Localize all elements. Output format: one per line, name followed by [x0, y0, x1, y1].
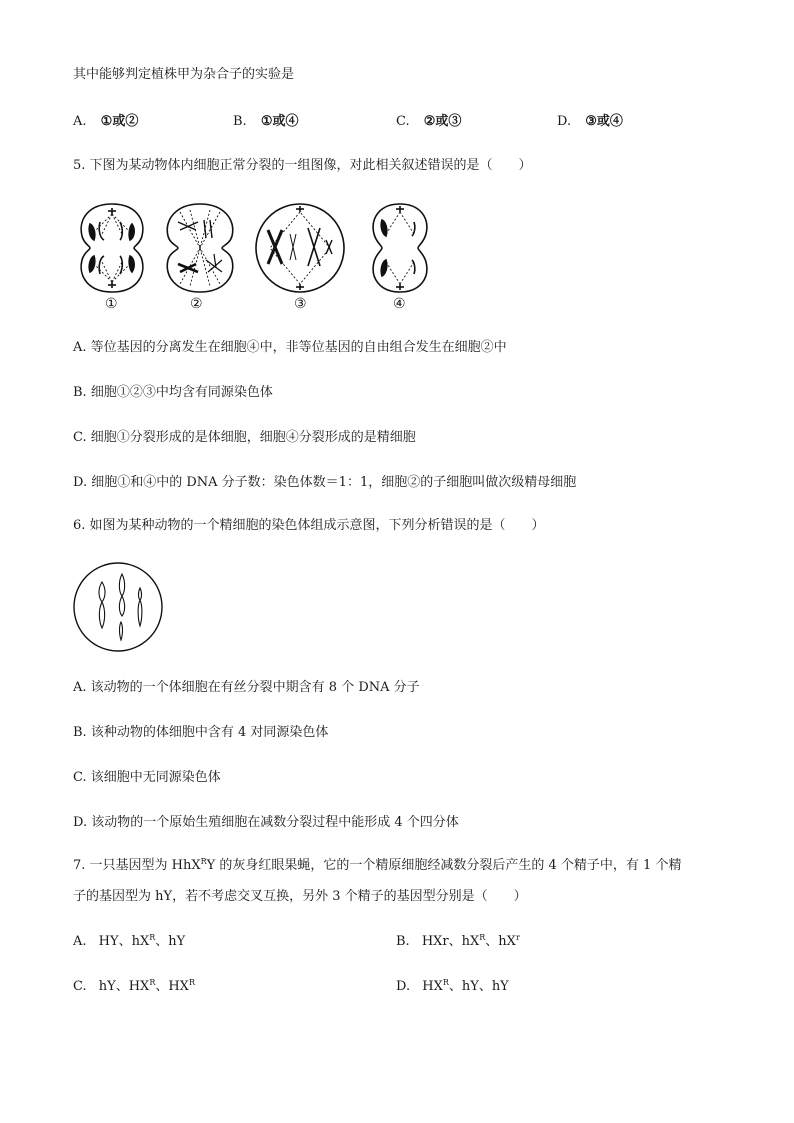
cell-3-diagram	[256, 204, 344, 292]
q7-c-part-2: 、HX	[155, 979, 189, 994]
q7-option-a-text	[99, 934, 186, 949]
q7-option-a	[73, 932, 185, 952]
q7-option-c	[73, 977, 195, 997]
q6-option-d: D. 该动物的一个原始生殖细胞在减数分裂过程中能形成 4 个四分体	[73, 815, 459, 830]
q7-d-sup-1: R	[442, 978, 449, 987]
q7-a-part-2: 、hY	[155, 934, 186, 949]
q4-option-a-text: ①或②	[100, 114, 139, 129]
q5-option-b: B. 细胞①②③中均含有同源染色体	[73, 385, 273, 400]
q4-option-b	[233, 112, 298, 132]
q6-stem: 6. 如图为某种动物的一个精细胞的染色体组成示意图，下列分析错误的是（ ）	[73, 518, 545, 533]
q4-option-a-letter: A.	[73, 114, 87, 129]
cell-2-diagram	[167, 204, 233, 292]
q4-tail-text: 其中能够判定植株甲为杂合子的实验是	[73, 67, 295, 82]
q7-c-part-1: hY、HX	[98, 979, 150, 994]
q4-option-a	[73, 112, 138, 132]
q5-figure	[70, 198, 450, 298]
q7-b-part-2: 、hX	[485, 934, 516, 949]
q7-option-d-letter: D.	[396, 979, 411, 994]
q7-option-b-letter: B.	[396, 934, 410, 949]
q5-option-c: C. 细胞①分裂形成的是体细胞，细胞④分裂形成的是精细胞	[73, 430, 416, 445]
q7-option-a-letter: A.	[73, 934, 87, 949]
q4-option-d	[557, 112, 623, 132]
q7-stem-line-1	[73, 856, 681, 876]
cell-1-diagram	[81, 204, 143, 292]
q7-option-c-text	[99, 979, 195, 994]
q7-option-b	[396, 932, 520, 952]
q5-figure-label-1: ①	[105, 296, 118, 312]
sperm-cell-diagram	[72, 560, 164, 654]
q7-option-c-letter: C.	[73, 979, 87, 994]
q5-figure-label-3: ③	[294, 296, 307, 312]
q7-stem-line-2: 子的基因型为 hY，若不考虑交叉互换，另外 3 个精子的基因型分别是（ ）	[73, 889, 527, 904]
q7-b-sup-1: R	[479, 933, 486, 942]
q7-a-sup-1: R	[149, 933, 156, 942]
q7-option-b-text	[422, 934, 520, 949]
q7-c-sup-2: R	[188, 978, 195, 987]
q4-option-c	[396, 112, 461, 132]
q7-stem-superscript: R	[200, 857, 207, 866]
q6-option-a: A. 该动物的一个体细胞在有丝分裂中期含有 8 个 DNA 分子	[73, 680, 420, 695]
q4-option-c-text: ②或③	[423, 114, 462, 129]
q4-option-d-letter: D.	[557, 114, 572, 129]
q7-a-part-1: HY、hX	[98, 934, 150, 949]
q5-option-d: D. 细胞①和④中的 DNA 分子数：染色体数＝1：1，细胞②的子细胞叫做次级精母细胞	[73, 475, 577, 490]
q5-stem: 5. 下图为某动物体内细胞正常分裂的一组图像，对此相关叙述错误的是（ ）	[73, 158, 532, 173]
cell-4-diagram	[373, 204, 427, 292]
q7-option-d-text	[422, 979, 509, 994]
q7-c-sup-1: R	[149, 978, 156, 987]
q4-option-b-text: ①或④	[260, 114, 299, 129]
q7-d-part-2: 、hY、hY	[448, 979, 509, 994]
q5-figure-label-4: ④	[393, 296, 406, 312]
q7-stem-suffix: Y 的灰身红眼果蝇，它的一个精原细胞经减数分裂后产生的 4 个精子中，有 1 个精	[206, 858, 682, 873]
q4-option-c-letter: C.	[396, 114, 410, 129]
q7-option-d	[396, 977, 509, 997]
q5-option-a: A. 等位基因的分离发生在细胞④中，非等位基因的自由组合发生在细胞②中	[73, 340, 507, 355]
q7-b-sup-2: r	[515, 933, 520, 942]
q6-option-c: C. 该细胞中无同源染色体	[73, 770, 221, 785]
q7-stem-prefix: 7. 一只基因型为 HhX	[73, 858, 201, 873]
q6-figure	[72, 560, 164, 654]
q7-d-part-1: HX	[422, 979, 443, 994]
q7-b-part-1: HXr、hX	[421, 934, 480, 949]
q4-option-b-letter: B.	[233, 114, 247, 129]
q4-option-d-text: ③或④	[585, 114, 623, 129]
q6-option-b: B. 该种动物的体细胞中含有 4 对同源染色体	[73, 725, 329, 740]
cell-division-diagram	[70, 198, 450, 298]
q5-figure-label-2: ②	[190, 296, 203, 312]
